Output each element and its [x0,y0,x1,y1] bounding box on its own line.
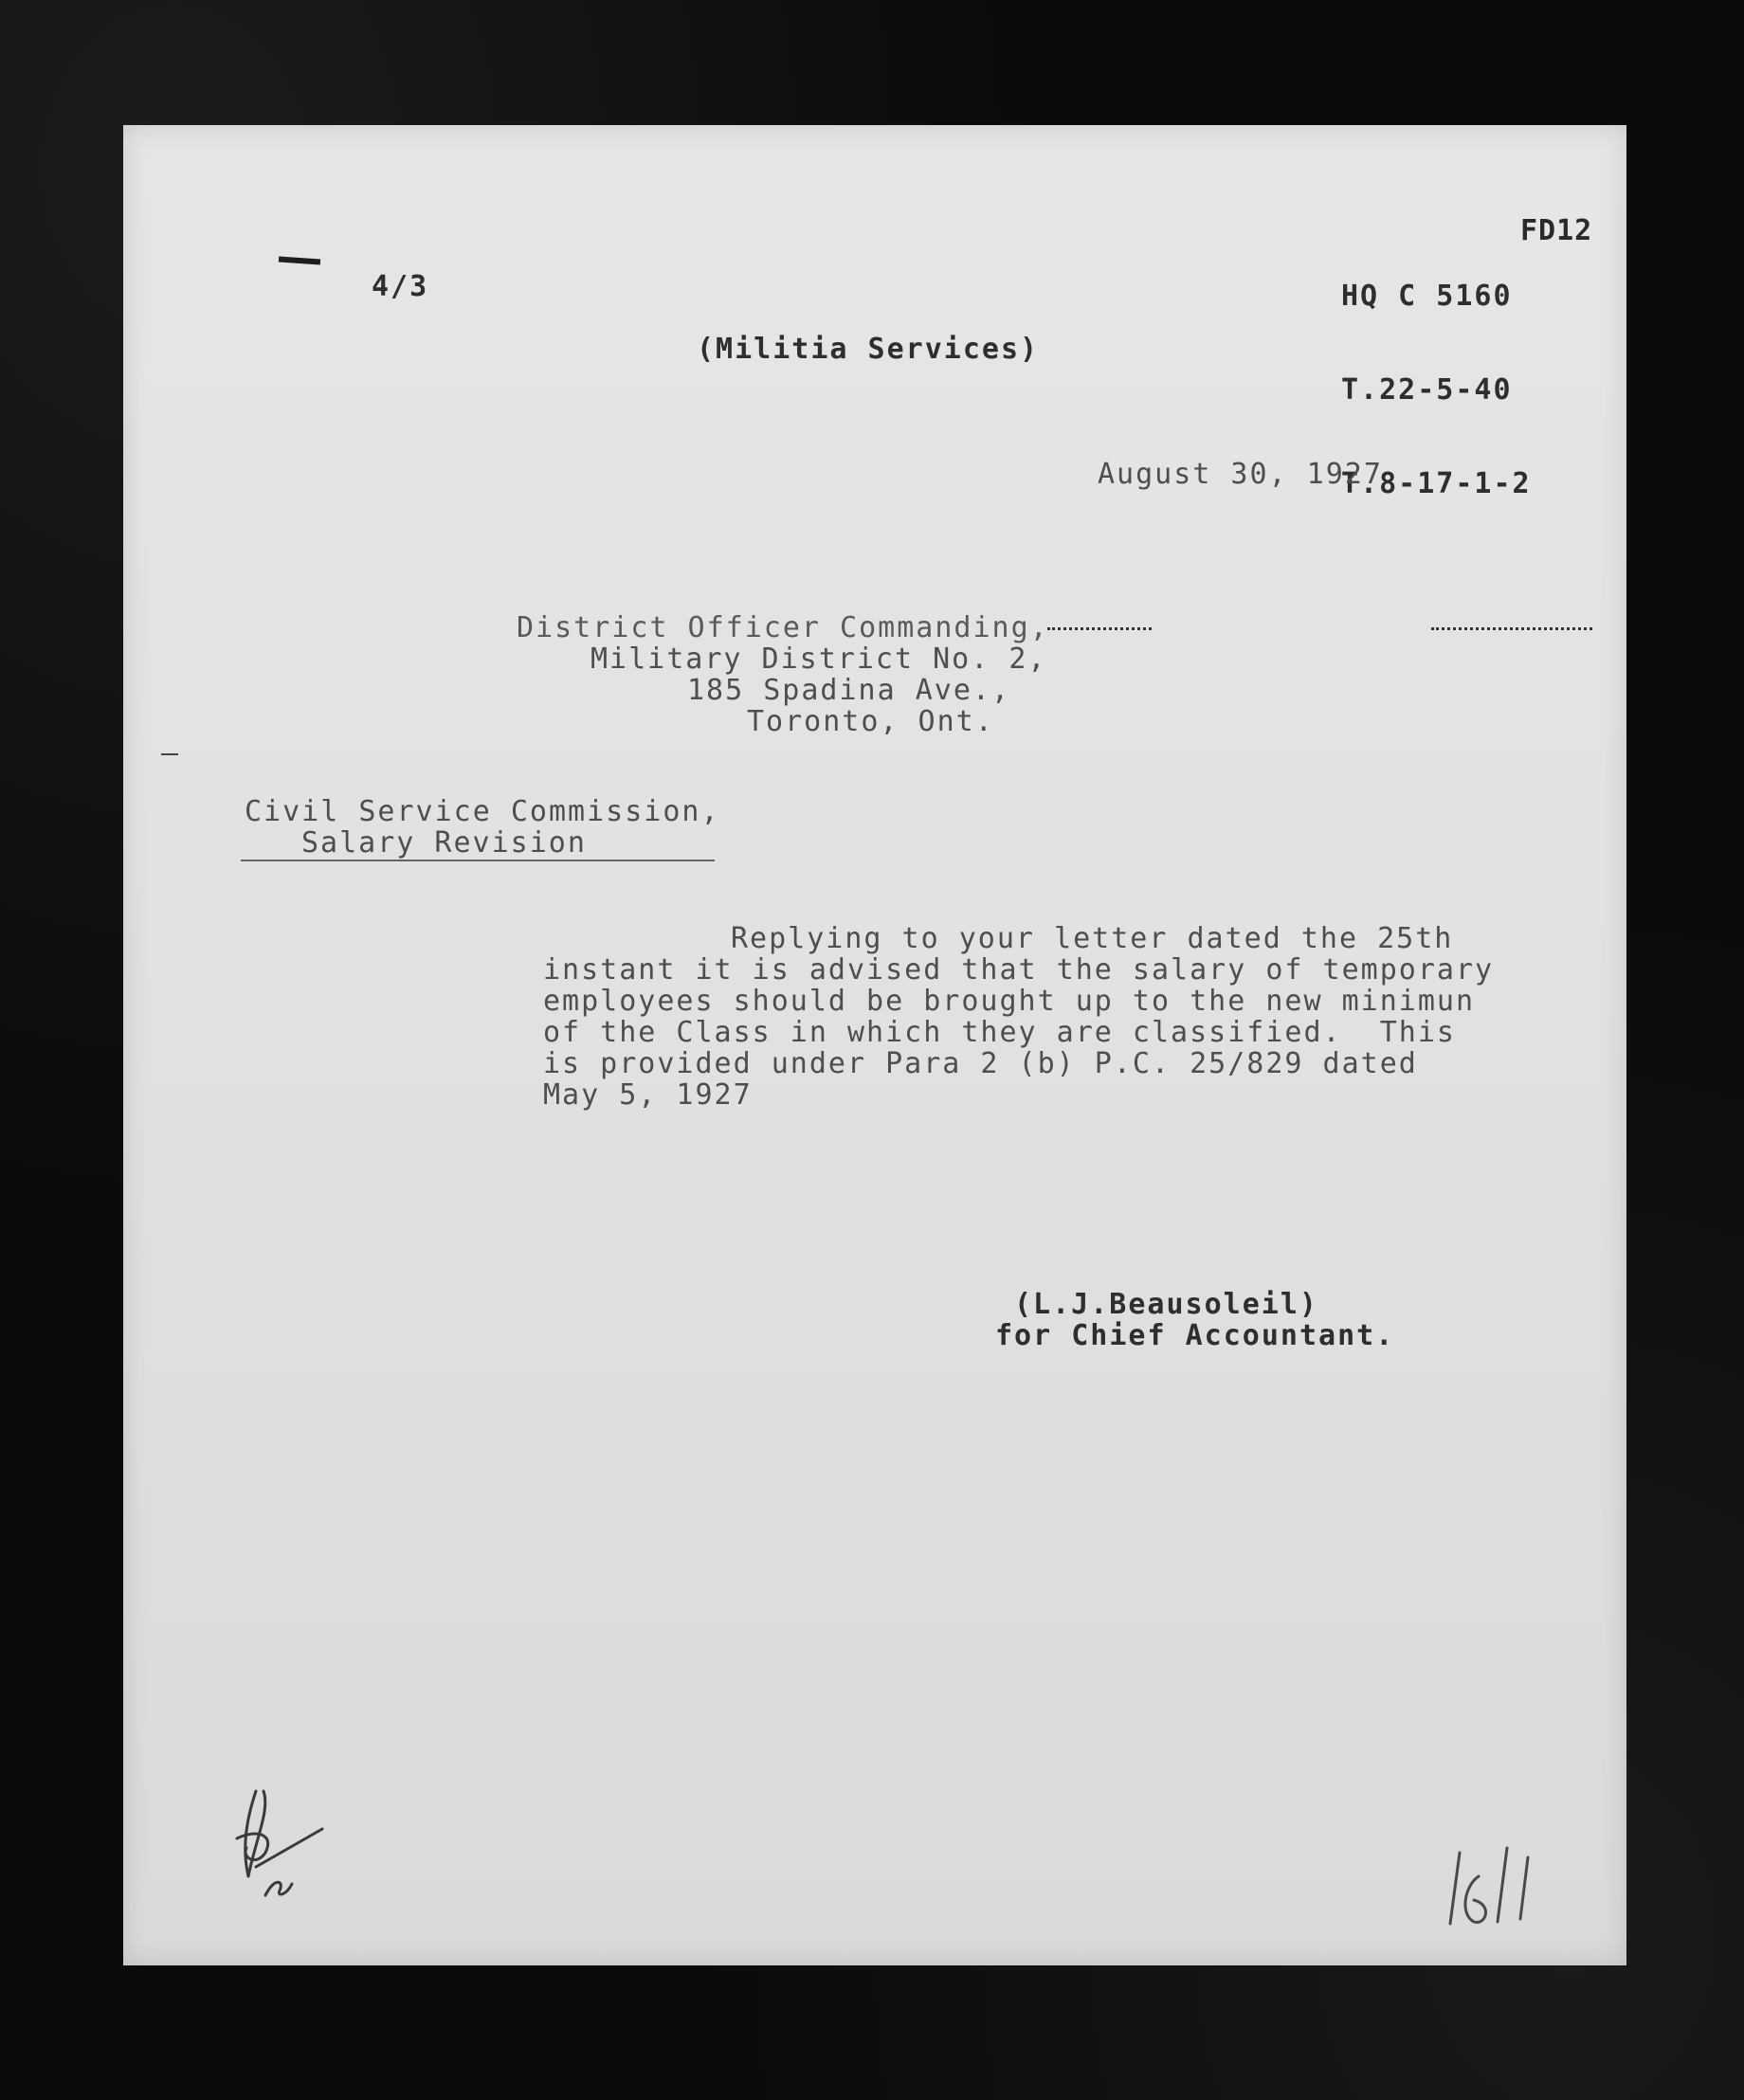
addressee-line-2: Military District No. 2, [590,643,1047,676]
body-line-4: of the Class in which they are classified. This [543,1016,1456,1049]
dotted-line-right [1431,627,1592,632]
subject-underline [241,860,715,861]
body-line-5: is provided under Para 2 (b) P.C. 25/829 dated [543,1047,1418,1080]
addressee-line-4: Toronto, Ont. [747,705,994,738]
body-line-2: instant it is advised that the salary of temporary [543,953,1495,987]
handwritten-folio-number [1441,1838,1545,1933]
file-reference-line-3: T.8-17-1-2 [1341,467,1532,500]
file-reference [1341,218,1607,562]
signatory-name: (L.J.Beausoleil) [1014,1288,1318,1321]
file-reference-suffix: FD12 [1520,214,1593,247]
subject-line-2: Salary Revision [301,826,587,860]
signatory-title: for Chief Accountant. [995,1319,1395,1352]
body-line-3: employees should be brought up to the new minimun [543,985,1476,1018]
body-line-1: Replying to your letter dated the 25th [731,922,1454,955]
body-line-6: May 5, 1927 [543,1078,753,1112]
letter-body [543,923,1494,1111]
handwritten-initials [227,1782,332,1905]
letter-sheet [123,125,1626,1965]
file-reference-line-1: HQ C 5160 [1341,280,1513,313]
addressee-block [517,612,1049,737]
letter-date: August 30, 1927 [1098,458,1383,491]
addressee-line-1: District Officer Commanding, [517,611,1049,644]
subject-block [245,796,720,859]
pen-mark [279,256,320,264]
subject-line-1: Civil Service Commission, [245,795,720,828]
reference-code: 4/3 [372,270,429,303]
signature-block [995,1289,1394,1351]
addressee-line-3: 185 Spadina Ave., [687,674,1011,707]
file-reference-line-2: T.22-5-40 [1341,373,1513,407]
margin-mark [161,753,178,755]
dotted-line-left [1047,627,1152,632]
department-heading: (Militia Services) [697,333,1040,366]
